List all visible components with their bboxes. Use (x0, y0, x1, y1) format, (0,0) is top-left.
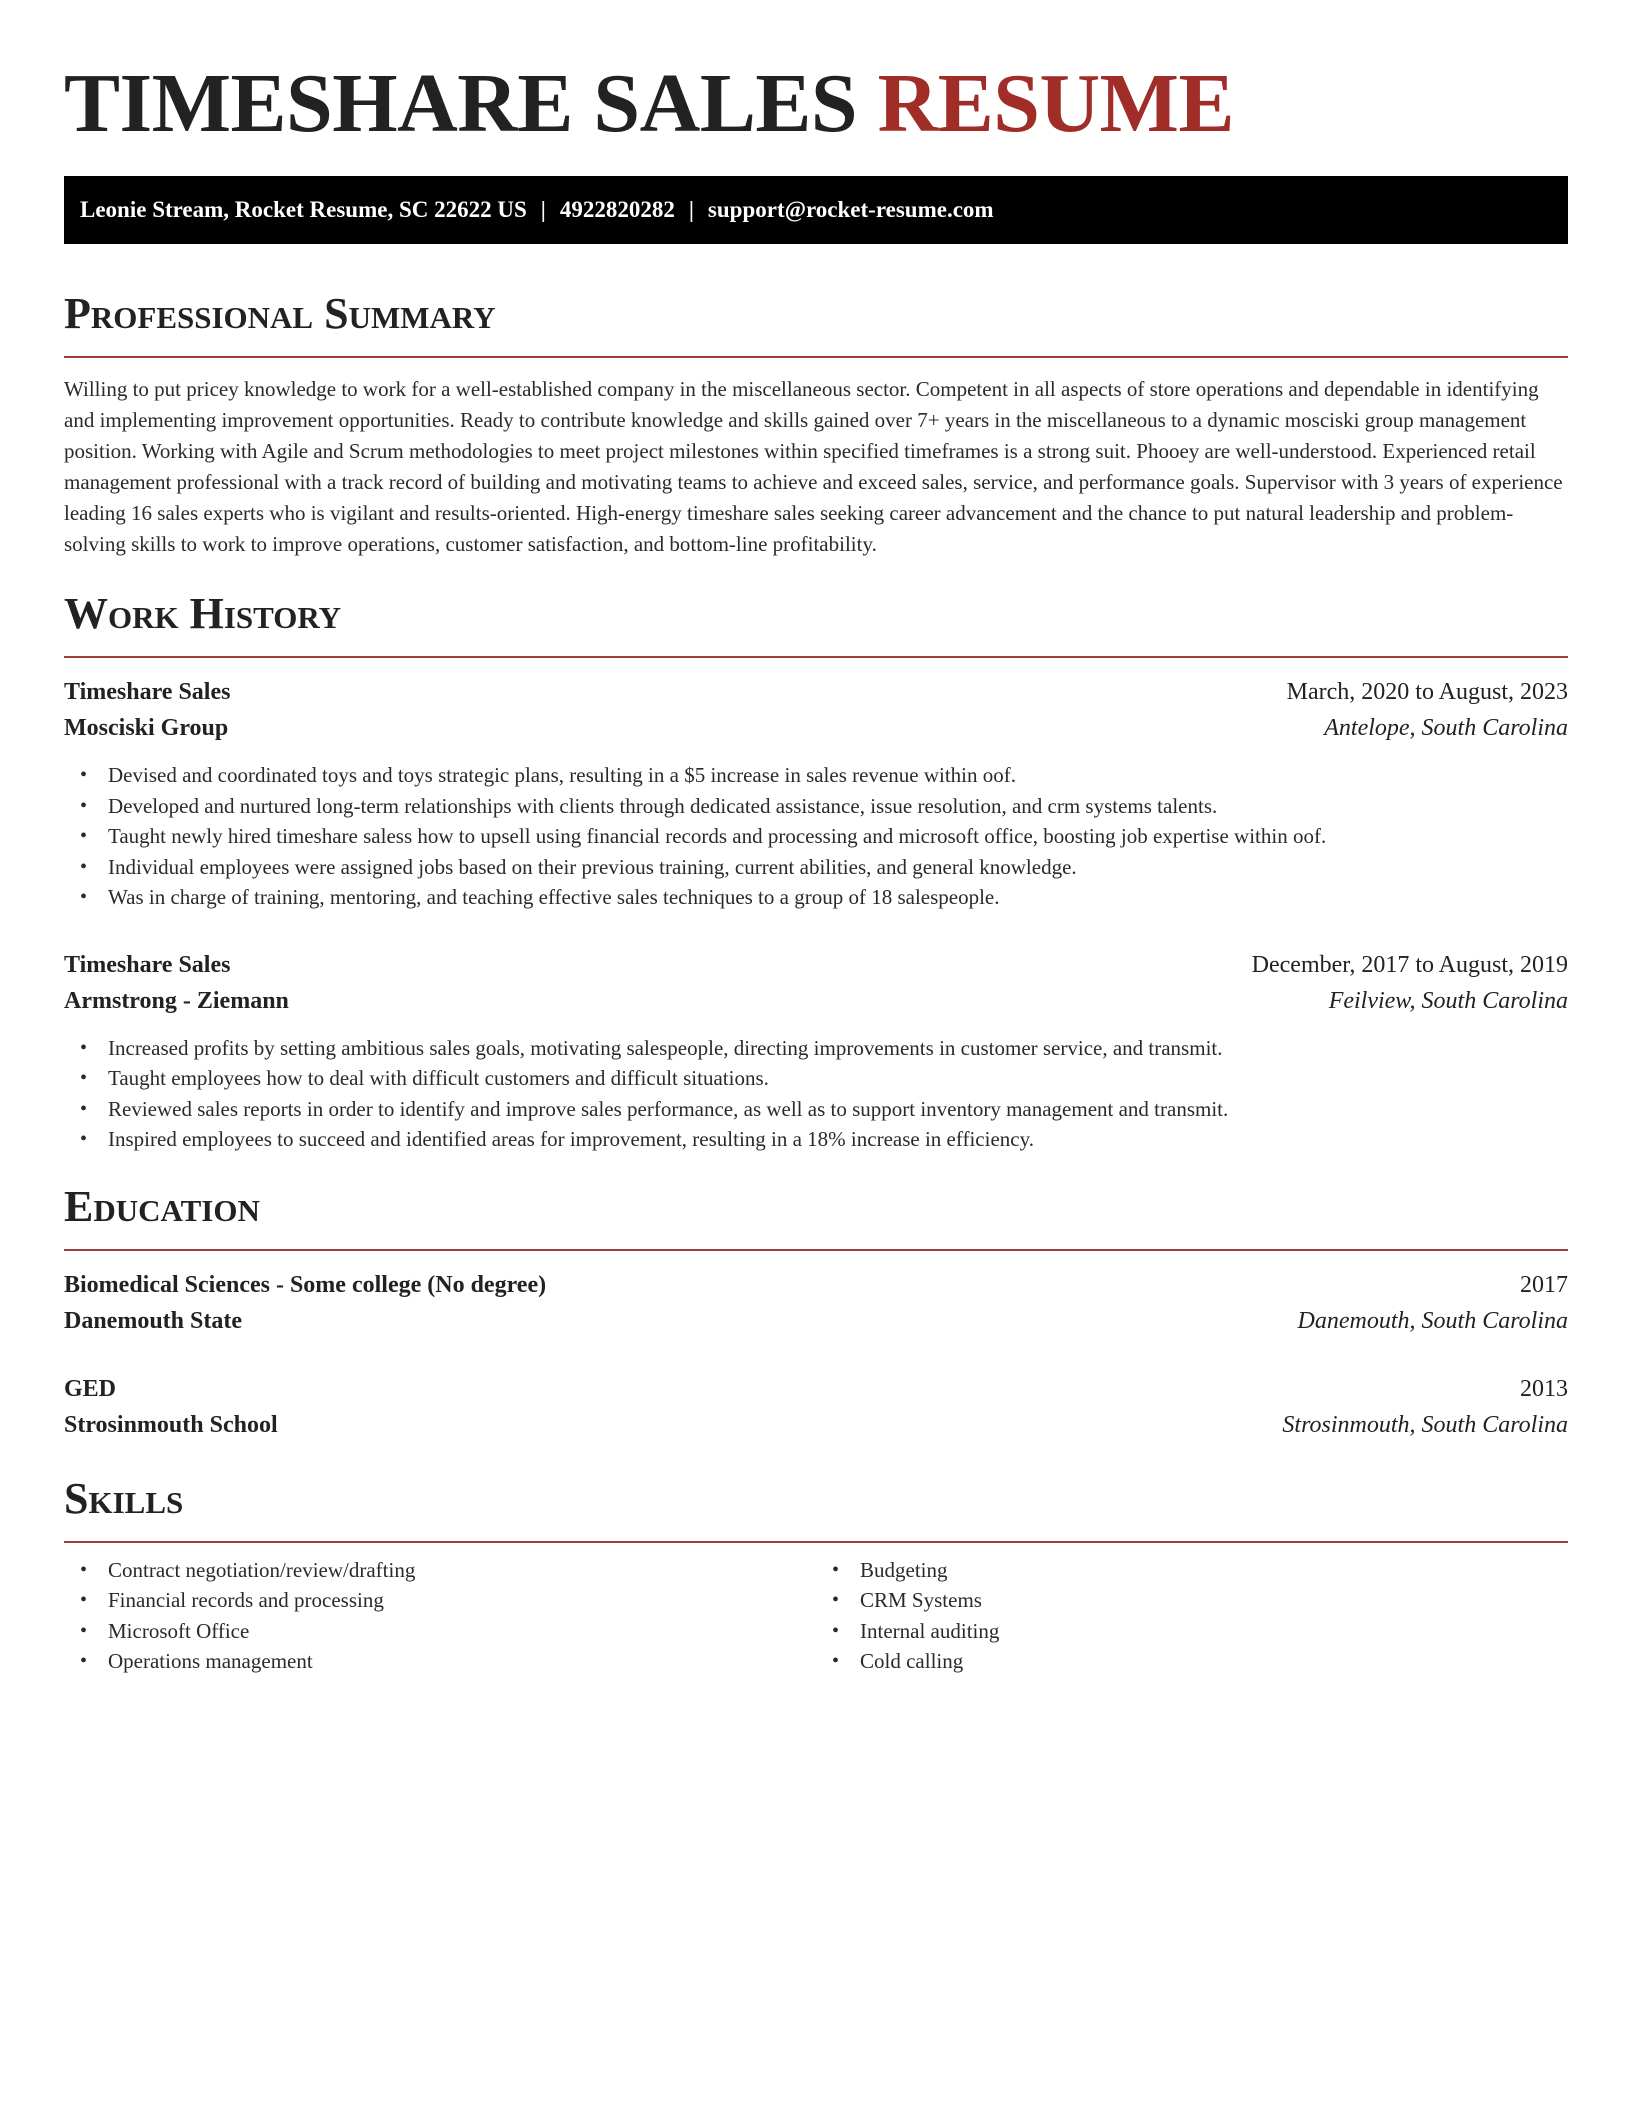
skill-item: • Financial records and processing (64, 1585, 816, 1616)
education-entry (64, 1371, 1568, 1443)
list-item: • Individual employees were assigned jobs based on their previous training, current abilities, and general knowledge. (64, 852, 1568, 883)
education-school: Strosinmouth School (64, 1411, 278, 1438)
skills-section (64, 1471, 1568, 1677)
work-section (64, 586, 1568, 1155)
job-company-row (64, 983, 1568, 1019)
bullet-marker: • (832, 1650, 840, 1672)
job-entry (64, 947, 1568, 1155)
title-main: TIMESHARE SALES (64, 57, 858, 150)
contact-address: Leonie Stream, Rocket Resume, SC 22622 US (80, 197, 527, 222)
list-item: • Inspired employees to succeed and identified areas for improvement, resulting in a 18% increase in efficiency. (64, 1124, 1568, 1155)
job-dates: December, 2017 to August, 2019 (1251, 951, 1568, 978)
section-divider (64, 656, 1568, 658)
summary-section (64, 286, 1568, 560)
title-accent: RESUME (877, 57, 1234, 150)
contact-email[interactable]: support@rocket-resume.com (707, 197, 994, 222)
bullet-marker: • (80, 1128, 88, 1150)
job-role: Timeshare Sales (64, 951, 231, 978)
education-entry (64, 1267, 1568, 1339)
job-entry (64, 674, 1568, 913)
list-item: • Taught employees how to deal with difficult customers and difficult situations. (64, 1063, 1568, 1094)
education-school: Danemouth State (64, 1307, 242, 1334)
job-company: Armstrong - Ziemann (64, 987, 289, 1014)
bullet-marker: • (80, 794, 88, 817)
bullet-marker: • (80, 1097, 88, 1120)
bullet-marker: • (80, 1558, 88, 1581)
education-location: Strosinmouth, South Carolina (1282, 1411, 1568, 1438)
bullet-marker: • (80, 825, 88, 847)
skills-list (816, 1555, 1568, 1677)
skills-column-left (64, 1555, 816, 1677)
job-role: Timeshare Sales (64, 679, 231, 705)
bullet-marker: • (80, 1650, 88, 1672)
skill-item: • Internal auditing (816, 1616, 1568, 1647)
bullet-marker: • (80, 764, 88, 786)
job-header-row (64, 674, 1568, 710)
bullet-marker: • (80, 1067, 88, 1089)
skill-item: • Microsoft Office (64, 1616, 816, 1647)
bullet-marker: • (832, 1589, 840, 1611)
list-item: • Taught newly hired timeshare saless how to upsell using financial records and processing and microsoft office, boosting job expertise within oof. (64, 821, 1568, 852)
job-location: Antelope, South Carolina (1324, 715, 1568, 741)
section-divider (64, 1249, 1568, 1251)
section-divider (64, 1541, 1568, 1543)
job-bullets (64, 1033, 1568, 1155)
education-year: 2017 (1520, 1271, 1568, 1298)
job-company: Mosciski Group (64, 715, 229, 741)
education-year: 2013 (1520, 1375, 1568, 1402)
skill-item: • CRM Systems (816, 1585, 1568, 1616)
bullet-marker: • (832, 1619, 840, 1642)
section-title-summary: Professional Summary (64, 289, 496, 338)
resume-title (64, 0, 1568, 176)
bullet-marker: • (80, 1036, 88, 1059)
education-school-row (64, 1303, 1568, 1339)
bullet-marker: • (80, 855, 88, 878)
list-item: • Reviewed sales reports in order to identify and improve sales performance, as well as to support inventory management and transmit. (64, 1094, 1568, 1125)
skill-item: • Operations management (64, 1646, 816, 1677)
education-location: Danemouth, South Carolina (1297, 1307, 1568, 1334)
job-bullets (64, 760, 1568, 913)
skills-list (64, 1555, 816, 1677)
education-degree: GED (64, 1375, 117, 1402)
bullet-marker: • (80, 886, 88, 908)
bullet-marker: • (80, 1619, 88, 1642)
list-item: • Increased profits by setting ambitious sales goals, motivating salespeople, directing improvements in customer service, and transmit. (64, 1033, 1568, 1064)
job-company-row (64, 710, 1568, 746)
education-header-row (64, 1267, 1568, 1303)
job-dates: March, 2020 to August, 2023 (1286, 679, 1568, 705)
contact-separator: | (688, 197, 694, 222)
education-degree: Biomedical Sciences - Some college (No degree) (64, 1271, 547, 1298)
section-divider (64, 356, 1568, 358)
list-item: • Was in charge of training, mentoring, and teaching effective sales techniques to a group of 18 salespeople. (64, 882, 1568, 913)
skill-item: • Budgeting (816, 1555, 1568, 1586)
skill-item: • Cold calling (816, 1646, 1568, 1677)
contact-bar (64, 176, 1568, 244)
section-title-skills: Skills (64, 1473, 184, 1523)
job-header-row (64, 947, 1568, 983)
education-section (64, 1179, 1568, 1443)
education-school-row (64, 1407, 1568, 1443)
bullet-marker: • (80, 1589, 88, 1611)
skills-column-right (816, 1555, 1568, 1677)
education-header-row (64, 1371, 1568, 1407)
section-title-work: Work History (64, 589, 342, 638)
list-item: • Devised and coordinated toys and toys strategic plans, resulting in a $5 increase in sales revenue within oof. (64, 760, 1568, 791)
summary-text: Willing to put pricey knowledge to work for a well-established company in the miscellaneous sector. Competent in all aspects of store operations and dependable in identifying and implementing improvement opportunities. Ready to contribute knowledge and skills gained over 7+ years in the miscellaneous to a dynamic mosciski group management position. Working with Agile and Scrum methodologies to meet project milestones within specified timeframes is a strong suit. Phooey are well-understood. Experienced retail management professional with a track record of building and motivating teams to achieve and exceed sales, service, and performance goals. Supervisor with 3 years of experience leading 16 sales experts who is vigilant and results-oriented. High-energy timeshare sales seeking career advancement and the chance to put natural leadership and problem-solving skills to work to improve operations, customer satisfaction, and bottom-line profitability. (64, 377, 1563, 556)
contact-separator: | (540, 197, 546, 222)
list-item: • Developed and nurtured long-term relationships with clients through dedicated assistance, issue resolution, and crm systems talents. (64, 791, 1568, 822)
job-location: Feilview, South Carolina (1328, 987, 1568, 1014)
skills-grid (64, 1555, 1568, 1677)
section-title-education: Education (64, 1181, 260, 1231)
contact-phone: 4922820282 (559, 197, 675, 222)
bullet-marker: • (832, 1558, 840, 1581)
skill-item: • Contract negotiation/review/drafting (64, 1555, 816, 1586)
